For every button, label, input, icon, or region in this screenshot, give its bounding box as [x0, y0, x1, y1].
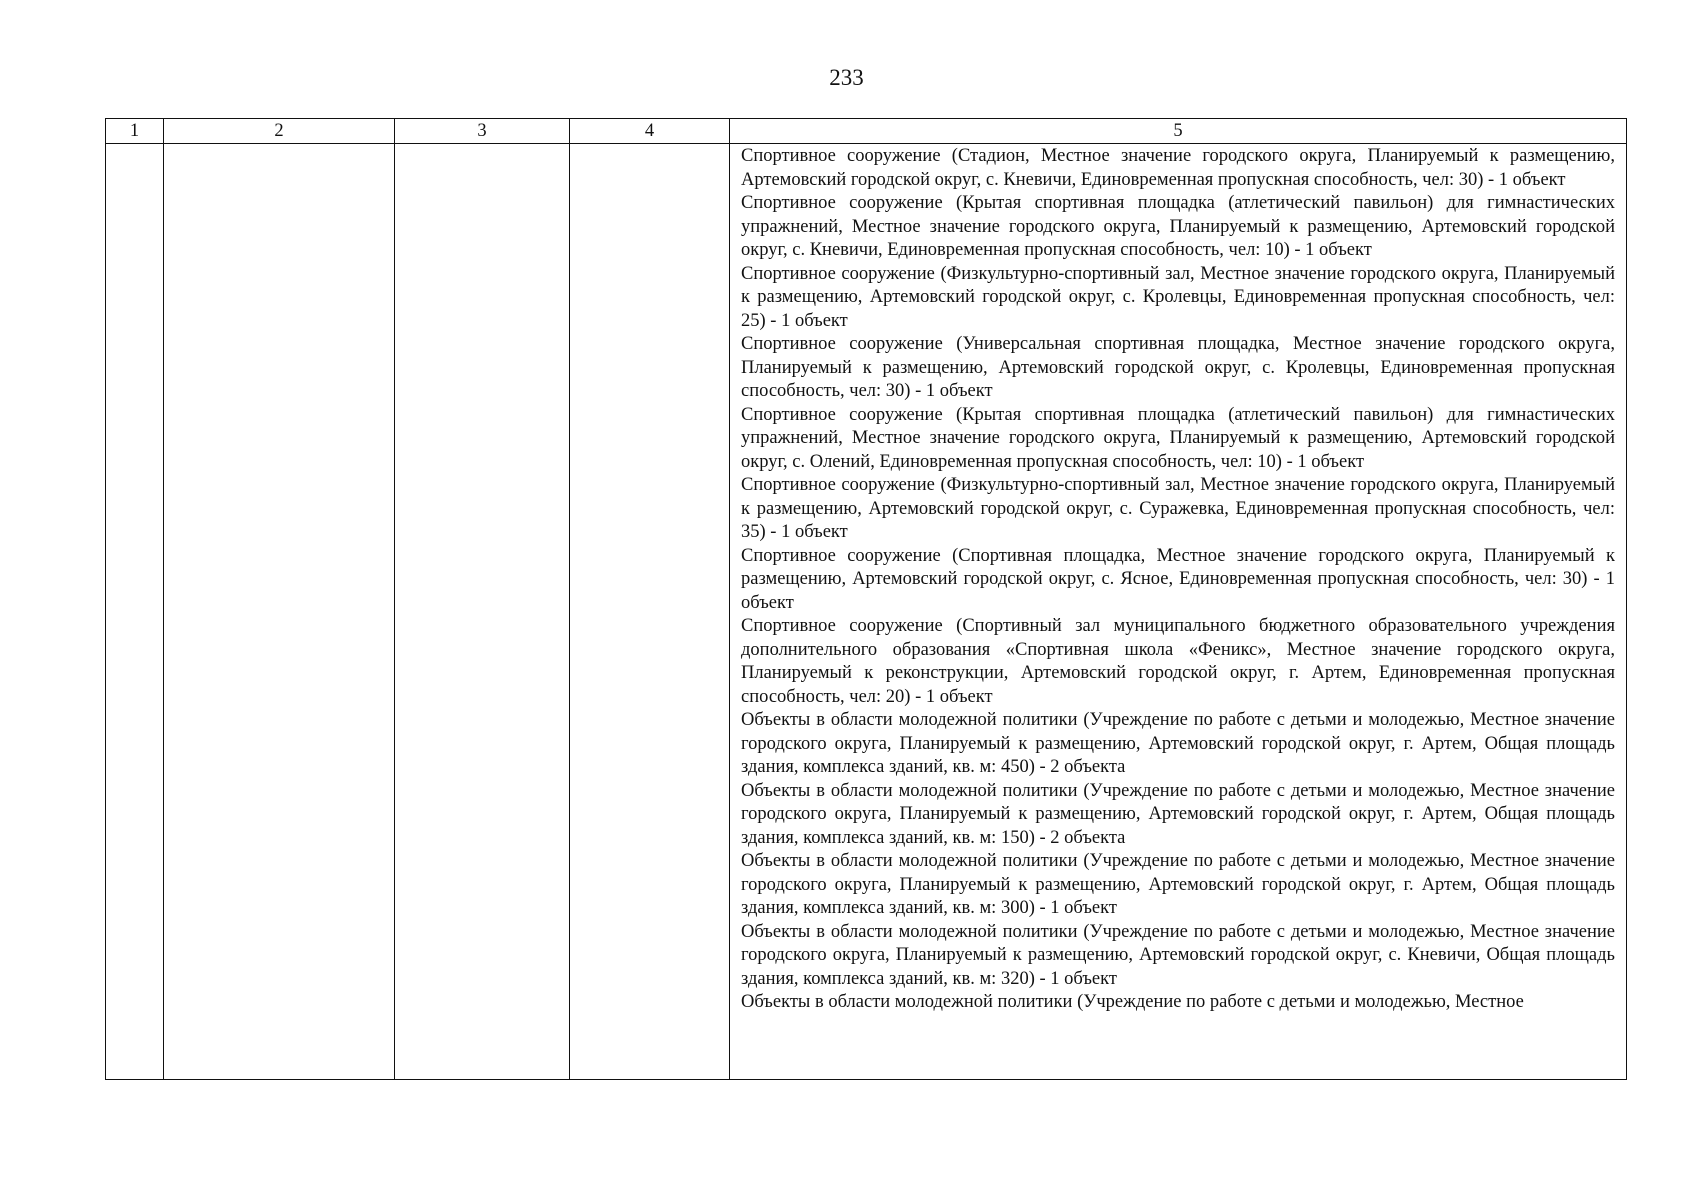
list-item: Спортивное сооружение (Крытая спортивная площадка (атлетический павильон) для гимнастических упражнений, Местное значение городского округа, Планируемый к размещению, Артемовский городской округ, с. Олений, Единовременная пропускная способность, чел: 10) - 1 объект: [741, 404, 1615, 472]
list-item: Спортивное сооружение (Физкультурно-спортивный зал, Местное значение городского округа, Планируемый к размещению, Артемовский городской округ, с. Суражевка, Единовременная пропускная способность, чел: 35) - 1 объект: [741, 475, 1615, 542]
list-item: Спортивное сооружение (Крытая спортивная площадка (атлетический павильон) для гимнастических упражнений, Местное значение городского округа, Планируемый к размещению, Артемовский городской округ, с. Кневичи, Единовременная пропускная способность, чел: 10) - 1 объект: [741, 193, 1615, 260]
list-item: Объекты в области молодежной политики (Учреждение по работе с детьми и молодежью, Местное: [741, 992, 1524, 1012]
list-item: Объекты в области молодежной политики (Учреждение по работе с детьми и молодежью, Местное значение городского округа, Планируемый к размещению, Артемовский городской округ, г. Артем, Общая площадь здания, комплекса зданий, кв. м: 450) - 2 объекта: [741, 710, 1615, 777]
list-item: Спортивное сооружение (Универсальная спортивная площадка, Местное значение городского округа, Планируемый к размещению, Артемовский городской округ, с. Кролевцы, Единовременная пропускная способность, чел: 30) - 1 объект: [741, 334, 1615, 401]
cell-col-4: [570, 144, 730, 1080]
cell-col-1: [106, 144, 164, 1080]
column-header-3: 3: [395, 119, 570, 144]
list-item: Спортивное сооружение (Спортивный зал муниципального бюджетного образовательного учреждения дополнительного образования «Спортивная школа «Феникс», Местное значение городского округа, Планируемый к реконструкции, Артемовский городской округ, г. Артем, Единовременная пропускная способность, чел: 20) - 1 объект: [741, 616, 1615, 707]
document-table: [105, 118, 1627, 1080]
cell-col-2: [164, 144, 395, 1080]
table-header-row: [106, 119, 1627, 144]
list-item: Спортивное сооружение (Физкультурно-спортивный зал, Местное значение городского округа, Планируемый к размещению, Артемовский городской округ, с. Кролевцы, Единовременная пропускная способность, чел: 25) - 1 объект: [741, 263, 1615, 331]
list-item: Объекты в области молодежной политики (Учреждение по работе с детьми и молодежью, Местное значение городского округа, Планируемый к размещению, Артемовский городской округ, г. Артем, Общая площадь здания, комплекса зданий, кв. м: 300) - 1 объект: [741, 851, 1615, 918]
list-item: Спортивное сооружение (Стадион, Местное значение городского округа, Планируемый к размещению, Артемовский городской округ, с. Кневичи, Единовременная пропускная способность, чел: 30) - 1 объект: [741, 146, 1615, 190]
column-header-1: 1: [106, 119, 164, 144]
column-header-5: 5: [730, 119, 1627, 144]
cell-col-3: [395, 144, 570, 1080]
list-item: Спортивное сооружение (Спортивная площадка, Местное значение городского округа, Планируемый к размещению, Артемовский городской округ, с. Ясное, Единовременная пропускная способность, чел: 30) - 1 объект: [741, 545, 1615, 613]
column-header-2: 2: [164, 119, 395, 144]
column-header-4: 4: [570, 119, 730, 144]
page-number: 233: [829, 65, 864, 90]
table-row: [106, 144, 1627, 1080]
cell-col-5: [730, 144, 1627, 1080]
list-item: Объекты в области молодежной политики (Учреждение по работе с детьми и молодежью, Местное значение городского округа, Планируемый к размещению, Артемовский городской округ, г. Артем, Общая площадь здания, комплекса зданий, кв. м: 150) - 2 объекта: [741, 780, 1615, 848]
list-item: Объекты в области молодежной политики (Учреждение по работе с детьми и молодежью, Местное значение городского округа, Планируемый к размещению, Артемовский городской округ, с. Кневичи, Общая площадь здания, комплекса зданий, кв. м: 320) - 1 объект: [741, 921, 1615, 989]
